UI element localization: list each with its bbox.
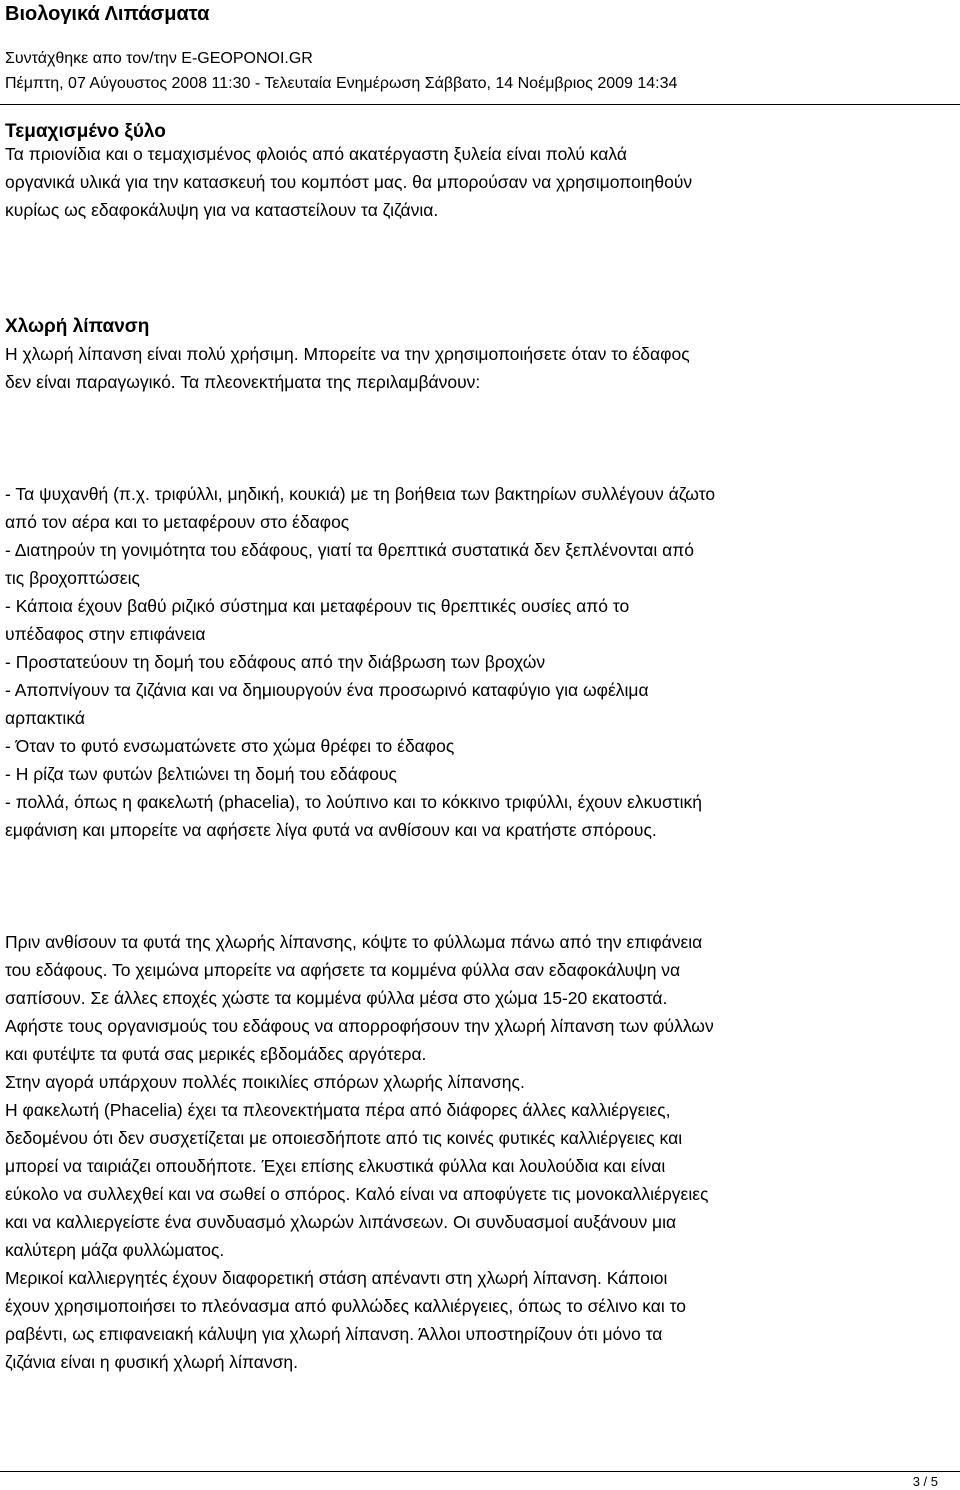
- section-heading-green-manure: Χλωρή λίπανση: [5, 316, 150, 337]
- list-item-line: αρπακτικά: [5, 708, 85, 728]
- text-line: δεν είναι παραγωγικό. Τα πλεονεκτήματα της περιλαμβάνουν:: [5, 372, 481, 392]
- list-item-line: - Κάποια έχουν βαθύ ριζικό σύστημα και μεταφέρουν τις θρεπτικές ουσίες από το: [5, 596, 630, 616]
- text-line: Η χλωρή λίπανση είναι πολύ χρήσιμη. Μπορείτε να την χρησιμοποιήσετε όταν το έδαφος: [5, 344, 690, 364]
- list-item-line: τις βροχοπτώσεις: [5, 568, 140, 588]
- section-body-green-manure: [5, 340, 955, 396]
- section-body-wood: [5, 140, 955, 224]
- text-line: Πριν ανθίσουν τα φυτά της χλωρής λίπανσης, κόψτε το φύλλωμα πάνω από την επιφάνεια: [5, 932, 703, 952]
- text-line: σαπίσουν. Σε άλλες εποχές χώστε τα κομμένα φύλλα μέσα στο χώμα 15-20 εκατοστά.: [5, 988, 668, 1008]
- text-line: ραβέντι, ως επιφανειακή κάλυψη για χλωρή λίπανση. Άλλοι υποστηρίζουν ότι μόνο τα: [5, 1324, 663, 1344]
- list-item-line: από τον αέρα και το μεταφέρουν στο έδαφος: [5, 512, 350, 532]
- list-item-line: - Τα ψυχανθή (π.χ. τριφύλλι, μηδική, κουκιά) με τη βοήθεια των βακτηρίων συλλέγουν άζωτο: [5, 484, 716, 504]
- text-line: Η φακελωτή (Phacelia) έχει τα πλεονεκτήματα πέρα από διάφορες άλλες καλλιέργειες,: [5, 1100, 671, 1120]
- text-line: ζιζάνια είναι η φυσική χλωρή λίπανση.: [5, 1352, 299, 1372]
- text-line: οργανικά υλικά για την κατασκευή του κομπόστ μας. θα μπορούσαν να χρησιμοποιηθούν: [5, 172, 693, 192]
- list-item-line: υπέδαφος στην επιφάνεια: [5, 624, 206, 644]
- text-line: Αφήστε τους οργανισμούς του εδάφους να απορροφήσουν την χλωρή λίπανση των φύλλων: [5, 1016, 714, 1036]
- list-item-line: - Όταν το φυτό ενσωματώνετε στο χώμα θρέφει το έδαφος: [5, 736, 455, 756]
- text-line: Στην αγορά υπάρχουν πολλές ποικιλίες σπόρων χλωρής λίπανσης.: [5, 1072, 525, 1092]
- text-line: κυρίως ως εδαφοκάλυψη για να καταστείλουν τα ζιζάνια.: [5, 200, 439, 220]
- text-line: δεδομένου ότι δεν συσχετίζεται με οποιεσδήποτε από τις κοινές φυτικές καλλιέργειες και: [5, 1128, 683, 1148]
- text-line: Τα πριονίδια και ο τεμαχισμένος φλοιός από ακατέργαστη ξυλεία είναι πολύ καλά: [5, 144, 628, 164]
- text-line: Μερικοί καλλιεργητές έχουν διαφορετική στάση απέναντι στη χλωρή λίπανση. Κάποιοι: [5, 1268, 668, 1288]
- list-item-line: - πολλά, όπως η φακελωτή (phacelia), το λούπινο και το κόκκινο τριφύλλι, έχουν ελκυστική: [5, 792, 703, 812]
- text-line: και να καλλιεργείστε ένα συνδυασμό χλωρών λιπάνσεων. Οι συνδυασμοί αυξάνουν μια: [5, 1212, 677, 1232]
- document-title: Βιολογικά Λιπάσματα: [5, 3, 210, 25]
- list-item-line: - Η ρίζα των φυτών βελτιώνει τη δομή του εδάφους: [5, 764, 397, 784]
- list-item-line: - Διατηρούν τη γονιμότητα του εδάφους, γιατί τα θρεπτικά συστατικά δεν ξεπλένονται από: [5, 540, 695, 560]
- page-number: 3 / 5: [912, 1474, 938, 1489]
- list-item-line: εμφάνιση και μπορείτε να αφήσετε λίγα φυτά να ανθίσουν και να κρατήστε σπόρους.: [5, 820, 657, 840]
- text-line: εύκολο να συλλεχθεί και να σωθεί ο σπόρος. Καλό είναι να αποφύγετε τις μονοκαλλιέργειες: [5, 1184, 709, 1204]
- list-item-line: - Αποπνίγουν τα ζιζάνια και να δημιουργούν ένα προσωρινό καταφύγιο για ωφέλιμα: [5, 680, 649, 700]
- footer-divider: [0, 1471, 960, 1472]
- dates-line: Πέμπτη, 07 Αύγουστος 2008 11:30 - Τελευταία Ενημέρωση Σάββατο, 14 Νοέμβριος 2009 14:34: [5, 75, 678, 92]
- benefits-list: [5, 480, 955, 844]
- text-line: και φυτέψτε τα φυτά σας μερικές εβδομάδες αργότερα.: [5, 1044, 427, 1064]
- advice-paragraphs: [5, 928, 955, 1376]
- text-line: του εδάφους. Το χειμώνα μπορείτε να αφήσετε τα κομμένα φύλλα σαν εδαφοκάλυψη να: [5, 960, 681, 980]
- author-line: Συντάχθηκε απο τον/την E-GEOPONOI.GR: [5, 50, 313, 67]
- section-heading-wood: Τεμαχισμένο ξύλο: [5, 121, 166, 142]
- list-item-line: - Προστατεύουν τη δομή του εδάφους από την διάβρωση των βροχών: [5, 652, 546, 672]
- header-divider: [0, 104, 960, 105]
- text-line: έχουν χρησιμοποιήσει το πλεόνασμα από φυλλώδες καλλιέργειες, όπως το σέλινο και το: [5, 1296, 686, 1316]
- text-line: καλύτερη μάζα φυλλώματος.: [5, 1240, 225, 1260]
- text-line: μπορεί να ταιριάζει οπουδήποτε. Έχει επίσης ελκυστικά φύλλα και λουλούδια και είναι: [5, 1156, 666, 1176]
